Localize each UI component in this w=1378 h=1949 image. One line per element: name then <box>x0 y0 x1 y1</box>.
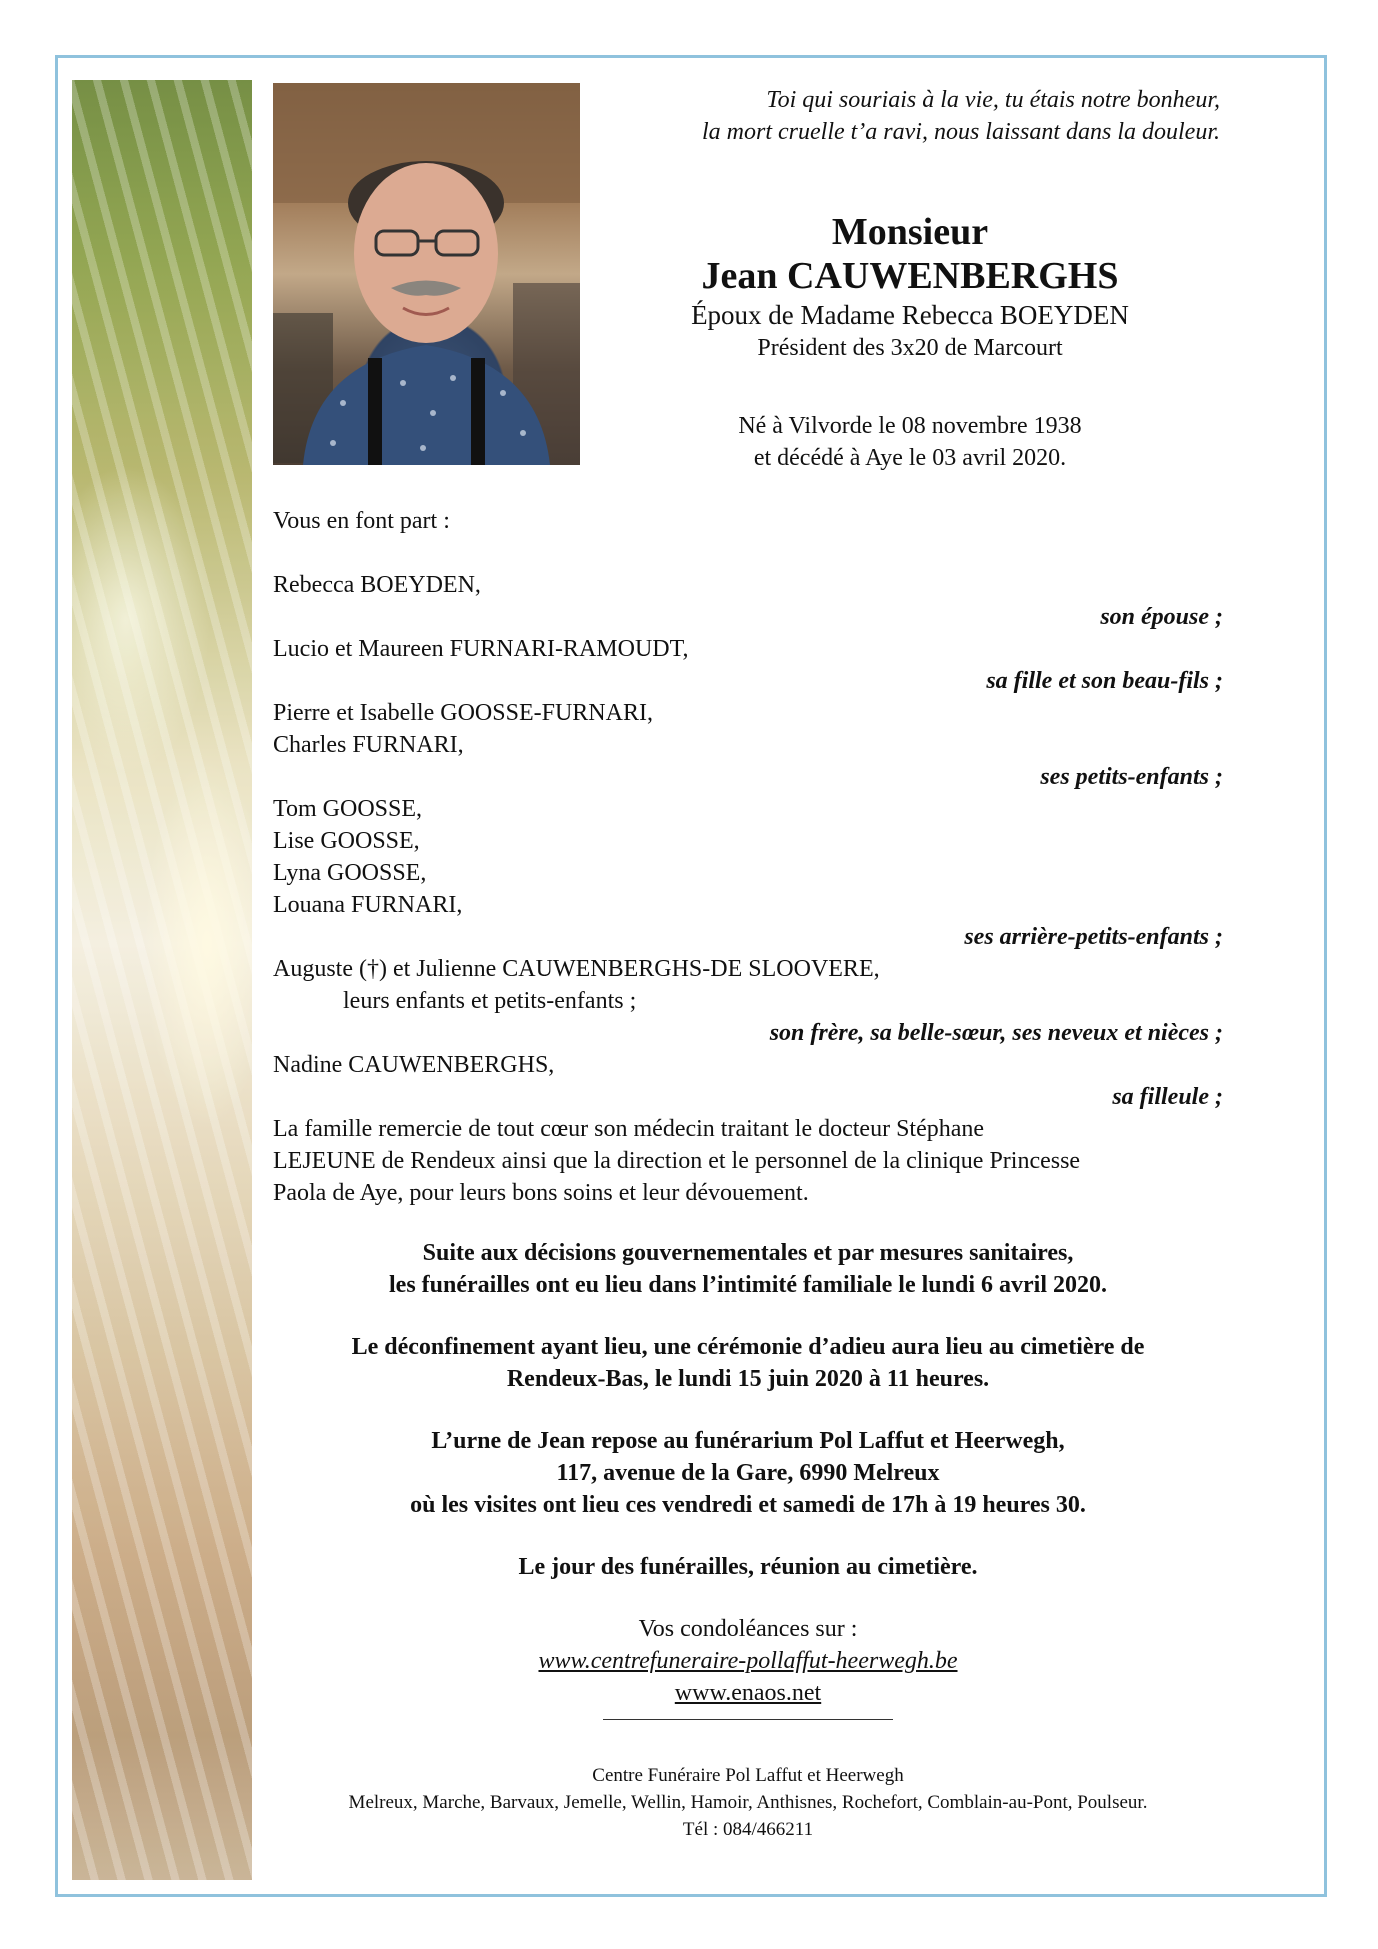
condolences-link-enaos[interactable]: www.enaos.net <box>674 1680 822 1706</box>
deceased-heading <box>600 210 1220 364</box>
footer-company: Centre Funéraire Pol Laffut et Heerwegh <box>592 1765 904 1786</box>
portrait-photo <box>273 83 580 465</box>
family-name: Lise GOOSSE, <box>273 828 420 854</box>
footer <box>273 1762 1223 1843</box>
condolences <box>273 1613 1223 1709</box>
family-name: Lucio et Maureen FURNARI-RAMOUDT, <box>273 636 689 662</box>
role-line: Président des 3x20 de Marcourt <box>757 335 1063 361</box>
thanks-line: La famille remercie de tout cœur son médecin traitant le docteur Stéphane <box>273 1116 985 1142</box>
divider-line <box>603 1719 893 1720</box>
condolences-label: Vos condoléances sur : <box>638 1616 858 1642</box>
notice-line: Le déconfinement ayant lieu, une cérémonie d’adieu aura lieu au cimetière de <box>351 1334 1145 1360</box>
thanks-paragraph <box>273 1113 1223 1209</box>
family-name: Tom GOOSSE, <box>273 796 423 822</box>
family-name: Pierre et Isabelle GOOSSE-FURNARI, <box>273 700 653 726</box>
birth-line: Né à Vilvorde le 08 novembre 1938 <box>738 413 1082 439</box>
notice-line: les funérailles ont eu lieu dans l’intimité familiale le lundi 6 avril 2020. <box>389 1272 1107 1298</box>
family-name: leurs enfants et petits-enfants ; <box>343 988 637 1014</box>
thanks-line: LEJEUNE de Rendeux ainsi que la direction et le personnel de la clinique Princesse <box>273 1148 1081 1174</box>
funeral-notice <box>273 1237 1223 1301</box>
ceremony-notice <box>273 1331 1223 1395</box>
family-relation: son frère, sa belle-sœur, ses neveux et nièces ; <box>769 1020 1223 1046</box>
spouse-line: Époux de Madame Rebecca BOEYDEN <box>691 300 1129 330</box>
life-dates <box>600 410 1220 474</box>
death-line: et décédé à Aye le 03 avril 2020. <box>753 445 1067 471</box>
family-name: Rebecca BOEYDEN, <box>273 572 481 598</box>
announcement-intro: Vous en font part : <box>273 508 450 534</box>
family-name: Louana FURNARI, <box>273 892 463 918</box>
notice-line: 117, avenue de la Gare, 6990 Melreux <box>556 1460 940 1486</box>
epigraph-line-2: la mort cruelle t’a ravi, nous laissant dans la douleur. <box>702 119 1220 145</box>
notice-line: L’urne de Jean repose au funérarium Pol Laffut et Heerwegh, <box>431 1428 1065 1454</box>
family-name: Charles FURNARI, <box>273 732 464 758</box>
condolences-link-funeral-center[interactable]: www.centrefuneraire-pollaffut-heerwegh.be <box>538 1648 958 1674</box>
forest-path-image <box>72 80 252 1880</box>
family-name: Lyna GOOSSE, <box>273 860 427 886</box>
urn-notice <box>273 1425 1223 1521</box>
notice-line: Suite aux décisions gouvernementales et par mesures sanitaires, <box>422 1240 1074 1266</box>
thanks-line: Paola de Aye, pour leurs bons soins et leur dévouement. <box>273 1180 809 1206</box>
family-relation: ses arrière-petits-enfants ; <box>964 924 1223 950</box>
notice-line: Rendeux-Bas, le lundi 15 juin 2020 à 11 heures. <box>506 1366 990 1392</box>
portrait-illustration <box>273 83 580 465</box>
epigraph-line-1: Toi qui souriais à la vie, tu étais notre bonheur, <box>766 87 1220 113</box>
family-relation: sa fille et son beau-fils ; <box>986 668 1223 694</box>
family-name: Nadine CAUWENBERGHS, <box>273 1052 555 1078</box>
deceased-title: Monsieur <box>831 211 989 253</box>
family-relation: son épouse ; <box>1100 604 1223 630</box>
deceased-name: Jean CAUWENBERGHS <box>701 255 1119 297</box>
footer-phone: Tél : 084/466211 <box>682 1819 814 1840</box>
family-name: Auguste (†) et Julienne CAUWENBERGHS-DE SLOOVERE, <box>273 956 880 982</box>
notice-line: où les visites ont lieu ces vendredi et samedi de 17h à 19 heures 30. <box>410 1492 1086 1518</box>
family-relation: ses petits-enfants ; <box>1040 764 1223 790</box>
meeting-notice: Le jour des funérailles, réunion au cimetière. <box>518 1554 978 1580</box>
family-relation: sa filleule ; <box>1112 1084 1223 1110</box>
footer-locations: Melreux, Marche, Barvaux, Jemelle, Wellin, Hamoir, Anthisnes, Rochefort, Comblain-au-Pont, Poulseur. <box>348 1792 1148 1813</box>
epigraph <box>600 84 1220 148</box>
